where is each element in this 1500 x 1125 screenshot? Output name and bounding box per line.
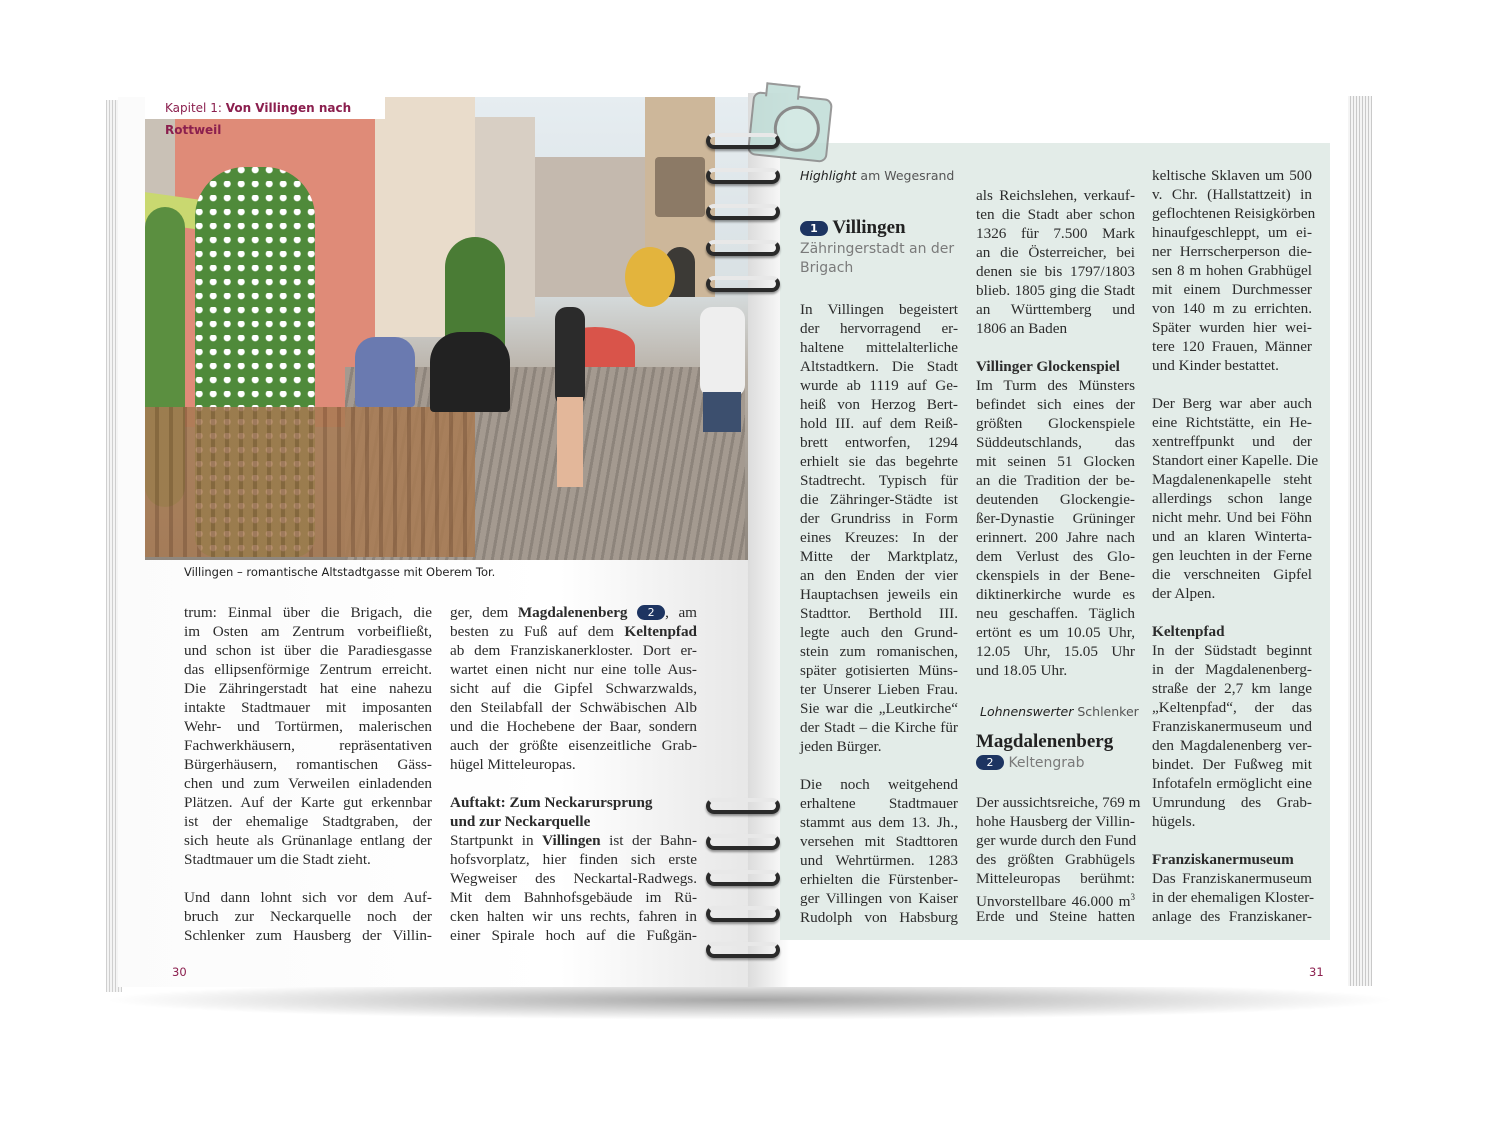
text-line: mit einem Durchmesser xyxy=(1152,281,1312,298)
text-line: Der Berg war aber auch xyxy=(1152,395,1312,412)
schlenker-kicker xyxy=(980,704,1140,719)
text-line: geflochtenen Reisigkörben xyxy=(1152,205,1316,222)
text-line: versehen mit Stadttoren xyxy=(800,833,958,850)
text-line: und die Hochebene der Baar, sondern xyxy=(450,718,697,735)
superscript: 3 xyxy=(1130,892,1135,902)
text-line: erhielten die Fürstenber- xyxy=(800,871,958,888)
text-line xyxy=(976,888,1135,911)
text-line: hinaufgeschleppt, um ei- xyxy=(1152,224,1312,241)
text-line: Süddeutschlands, das xyxy=(976,434,1135,451)
text-line: Stadtmauer um die Stadt zieht. xyxy=(184,851,371,868)
poi-badge-2: 2 xyxy=(976,755,1004,770)
text-line: erinnert. 200 Jahre nach xyxy=(976,529,1135,546)
text-segment xyxy=(628,604,638,621)
text-line: der Grundriss in Form xyxy=(800,510,958,527)
text-line: ab dem Franziskanerkloster. Dort er- xyxy=(450,642,697,659)
text-line: sich heute als Grünanlage entlang der xyxy=(184,832,432,849)
text-segment: Startpunkt in xyxy=(450,832,543,849)
right-column-3 xyxy=(1152,166,1319,926)
blank-line xyxy=(1152,831,1312,850)
text-line: diktinerkirche wurde es xyxy=(976,586,1135,603)
text-line: mit seinen 51 Glocken xyxy=(976,453,1135,470)
chapter-title: Von Villingen nach Rottweil xyxy=(165,101,352,137)
text-line: an die Tradition der be- xyxy=(976,472,1135,489)
text-line: Infotafeln ermöglicht eine xyxy=(1152,775,1312,792)
text-line: ßer-Dynastie Grüninger xyxy=(976,510,1135,527)
text-line: hügel Mitteleuropas. xyxy=(450,756,576,773)
text-line: im Osten am Zentrum vorbeifließt, xyxy=(184,623,432,640)
text-line: Standort einer Kapelle. Die xyxy=(1152,452,1319,469)
text-line: den Magdalenenberg ver- xyxy=(1152,737,1312,754)
bold-term: Villingen xyxy=(542,832,601,849)
blank-line xyxy=(1152,375,1312,394)
text-line: Die Zähringerstadt hat eine nahezu xyxy=(184,680,432,697)
kicker-rest: am Wegesrand xyxy=(856,168,955,183)
highlight-header xyxy=(800,168,960,278)
text-line: 1326 für 7.500 Mark xyxy=(976,225,1135,242)
text-line: blieb. 1805 ging die Stadt xyxy=(976,282,1135,299)
text-line: Plätzen. Auf der Karte gut erkennbar xyxy=(184,794,432,811)
text-line: der hervorragend er- xyxy=(800,320,958,337)
text-line: Im Turm des Münsters xyxy=(976,377,1135,394)
chapter-header xyxy=(145,97,385,137)
text-line: das ellipsenförmige Zentrum erreicht. xyxy=(184,661,432,678)
blank-line xyxy=(184,869,432,888)
text-line: chen und zum Verweilen einladenden xyxy=(184,775,432,792)
text-line: hofsvorplatz, hier finden sich erste xyxy=(450,851,697,868)
chapter-prefix: Kapitel 1: xyxy=(165,101,226,115)
magdalenenberg-subtitle-row xyxy=(976,754,1136,773)
text-line: später gotisierten Müns- xyxy=(800,662,958,679)
highlight-kicker xyxy=(800,168,960,183)
text-line: und Kinder bestattet. xyxy=(1152,357,1279,374)
text-line xyxy=(450,622,697,641)
text-line: allerdings schon lange xyxy=(1152,490,1312,507)
text-line: und 18.05 Uhr. xyxy=(976,662,1068,679)
text-line: an Württemberg und xyxy=(976,301,1135,318)
text-line: Fachwerkhäusern, repräsentativen xyxy=(184,737,432,754)
text-line: Rudolph von Habsburg xyxy=(800,909,958,926)
text-line: ten die Stadt aber schon xyxy=(976,206,1135,223)
text-line: straße der 2,7 km lange xyxy=(1152,680,1312,697)
text-line: als Reichslehen, verkauf- xyxy=(976,187,1135,204)
text-line: eine Richtstätte, ein He- xyxy=(1152,414,1312,431)
subheading: Auftakt: Zum Neckarursprung xyxy=(450,794,653,811)
magdalenenberg-subtitle: Keltengrab xyxy=(1008,755,1085,771)
text-line: und an klaren Winterta- xyxy=(1152,528,1312,545)
text-line: Das Franziskanermuseum xyxy=(1152,870,1312,887)
poi-badge: 2 xyxy=(637,605,665,620)
camera-icon xyxy=(747,91,833,163)
text-line: wartet einen nicht nur eine tolle Aus- xyxy=(450,661,697,678)
text-line: Schlenker zum Hausberg der Villin- xyxy=(184,927,432,944)
villingen-title-row xyxy=(800,216,960,240)
text-line: hold III. auf dem Reiß- xyxy=(800,415,958,432)
text-line: 12.05 Uhr, 15.05 Uhr xyxy=(976,643,1135,660)
kicker-emphasis: Lohnenswerter xyxy=(980,704,1074,719)
blank-line xyxy=(800,756,958,775)
text-line: denen sie bis 1797/1803 xyxy=(976,263,1135,280)
kicker-emphasis: Highlight xyxy=(800,168,857,183)
text-line: den Steilabfall der Schwäbischen Alb xyxy=(450,699,697,716)
text-line: auch der größte eisenzeitliche Grab- xyxy=(450,737,697,754)
text-line: erhielt sie das begehrte xyxy=(800,453,958,470)
text-line: und schon ist über die Paradiesgasse xyxy=(184,642,432,659)
text-line: Magdalenenkapelle steht xyxy=(1152,471,1312,488)
text-line: Franziskanermuseum und xyxy=(1152,718,1312,735)
text-line: Die noch weitgehend xyxy=(800,776,958,793)
text-line: des größten Grabhügels xyxy=(976,851,1135,868)
villingen-title: Villingen xyxy=(832,217,906,238)
text-line: Bürgerhäusern, romantischen Gäss- xyxy=(184,756,432,773)
text-line: hügels. xyxy=(1152,813,1196,830)
text-line: stein zum romanischen, xyxy=(800,643,958,660)
magdalenenberg-header xyxy=(976,730,1136,773)
text-line: Hauptachsen jeweils ein xyxy=(800,586,958,603)
text-segment: , am xyxy=(665,604,697,621)
text-line: hohe Hausberg der Villin- xyxy=(976,813,1135,830)
text-line: erhaltene Stadtmauer xyxy=(800,795,958,812)
left-column-2 xyxy=(450,603,697,945)
bold-term: Magdalenenberg xyxy=(517,604,628,621)
text-line: bruch zur Neckarquelle noch der xyxy=(184,908,432,925)
text-line: trum: Einmal über die Brigach, die xyxy=(184,604,432,621)
text-line: Später wurden hier wei- xyxy=(1152,319,1312,336)
text-line: die Zähringer-Städte ist xyxy=(800,491,958,508)
right-column-1 xyxy=(800,300,958,927)
text-line: eines Kreuzes: In der xyxy=(800,529,958,546)
text-segment: besten zu Fuß auf dem xyxy=(450,623,625,640)
text-line: wurde ab 1119 auf Ge- xyxy=(800,377,958,394)
text-line: nicht mehr. Und bei Föhn xyxy=(1152,509,1312,526)
text-line: intakte Stadtmauer mit imposanten xyxy=(184,699,432,716)
text-line: befindet sich eines der xyxy=(976,396,1135,413)
text-line: ist der ehemalige Stadtgraben, der xyxy=(184,813,432,830)
text-line: deutenden Glockengie- xyxy=(976,491,1135,508)
text-line: stammt aus dem 13. Jh., xyxy=(800,814,958,831)
text-line: ckenspiels in der Bene- xyxy=(976,567,1135,584)
text-line: in der Magdalenenberg- xyxy=(1152,661,1312,678)
kicker-rest: Schlenker xyxy=(1073,704,1139,719)
text-line: an die Österreicher, bei xyxy=(976,244,1135,261)
text-line: Altstadtkern. Die Stadt xyxy=(800,358,958,375)
text-line xyxy=(450,831,697,850)
subheading: Villinger Glockenspiel xyxy=(976,358,1120,375)
bold-term: Keltenpfad xyxy=(624,623,697,640)
text-line: heiß von Herzog Bert- xyxy=(800,396,958,413)
text-line xyxy=(450,603,697,622)
text-line: cken halten wir uns rechts, fahren in xyxy=(450,908,697,925)
text-line: an den Enden der vier xyxy=(800,567,958,584)
subheading: Franziskanermuseum xyxy=(1152,851,1294,868)
text-line: keltische Sklaven um 500 xyxy=(1152,167,1312,184)
text-line: brett entworfen, 1294 xyxy=(800,434,958,451)
text-line: tere 120 Frauen, Männer xyxy=(1152,338,1312,355)
text-line: einer Spirale hoch auf die Fußgän- xyxy=(450,927,697,944)
text-line: Umrundung des Grab- xyxy=(1152,794,1312,811)
text-segment: ger, dem xyxy=(450,604,518,621)
text-line: v. Chr. (Hallstattzeit) in xyxy=(1152,186,1312,203)
text-segment: Unvorstellbare 46.000 m xyxy=(976,893,1131,911)
text-line: xentreffpunkt und der xyxy=(1152,433,1312,450)
photo-caption: Villingen – romantische Altstadtgasse mit Oberem Tor. xyxy=(184,565,496,579)
text-line: Wegweiser des Neckartal-Radwegs. xyxy=(450,870,697,887)
right-column-2-top xyxy=(976,186,1135,680)
text-line: der Alpen. xyxy=(1152,585,1216,602)
text-line: ger wurde durch den Fund xyxy=(976,832,1137,849)
text-line: größten Glockenspiele xyxy=(976,415,1135,432)
text-line: ger Villingen von Kaiser xyxy=(800,890,958,907)
text-line: Mit dem Bahnhofsgebäude im Rü- xyxy=(450,889,697,906)
text-segment: ist der Bahn- xyxy=(600,832,698,849)
text-line: gen leuchten in der Ferne xyxy=(1152,547,1312,564)
left-column-1 xyxy=(184,603,432,945)
subheading: Keltenpfad xyxy=(1152,623,1225,640)
text-line: dem Verlust des Glo- xyxy=(976,548,1135,565)
villingen-subtitle-1: Zähringerstadt an der xyxy=(800,241,955,257)
villingen-subtitle-2: Brigach xyxy=(800,260,854,276)
text-line: ner Herrscherperson die- xyxy=(1152,243,1312,260)
text-line: „Keltenpfad“, der das xyxy=(1152,699,1312,716)
schlenker-header xyxy=(980,704,1140,719)
text-line: haltene mittelalterliche xyxy=(800,339,958,356)
text-line: Stadtrecht. Typisch für xyxy=(800,472,958,489)
poi-badge-1: 1 xyxy=(800,221,828,236)
text-line: Mitteleuropas berühmt: xyxy=(976,870,1135,887)
text-line: die verschneiten Gipfel xyxy=(1152,566,1312,583)
text-line: von 140 m zu errichten. xyxy=(1152,300,1312,317)
text-line: in der ehemaligen Kloster- xyxy=(1152,889,1315,906)
text-line: Wehr- und Tortürmen, malerischen xyxy=(184,718,432,735)
text-line: sen 8 m hohen Grabhügel xyxy=(1152,262,1312,279)
text-line: Und dann lohnt sich vor dem Auf- xyxy=(184,889,432,906)
right-column-2-bottom xyxy=(976,793,1141,926)
text-line: Erde und Steine hatten xyxy=(976,908,1135,925)
text-line: und Wehrtürmen. 1283 xyxy=(800,852,958,869)
text-line: 1806 an Baden xyxy=(976,320,1068,337)
text-line: der Stadt – die Kirche für xyxy=(800,719,958,736)
text-line: legte auch den Grund- xyxy=(800,624,958,641)
text-line: ter Unserer Lieben Frau. xyxy=(800,681,958,698)
text-line: In Villingen begeistert xyxy=(800,301,958,318)
text-line: Mitte der Marktplatz, xyxy=(800,548,958,565)
blank-line xyxy=(450,774,697,793)
photo-villingen-street xyxy=(145,97,748,560)
text-line: sicht auf die Gipfel Schwarzwalds, xyxy=(450,680,697,697)
text-line: In der Südstadt beginnt xyxy=(1152,642,1312,659)
text-line: Der aussichtsreiche, 769 m xyxy=(976,794,1141,811)
text-line: bindet. Der Fußweg mit xyxy=(1152,756,1312,773)
text-line: Sie war die „Leutkirche“ xyxy=(800,700,958,717)
text-line: anlage des Franziskaner- xyxy=(1152,908,1312,925)
page-number-right: 31 xyxy=(1309,965,1324,979)
magdalenenberg-title: Magdalenenberg xyxy=(976,731,1114,752)
blank-line xyxy=(976,338,1135,357)
text-line: Stadttor. Berthold III. xyxy=(800,605,958,622)
subheading: und zur Neckarquelle xyxy=(450,813,591,830)
blank-line xyxy=(1152,603,1312,622)
page-number-left: 30 xyxy=(172,965,187,979)
text-line: ertönt es um 10.05 Uhr, xyxy=(976,624,1135,641)
text-line: neu geschaffen. Täglich xyxy=(976,605,1135,622)
text-line: jeden Bürger. xyxy=(800,738,882,755)
